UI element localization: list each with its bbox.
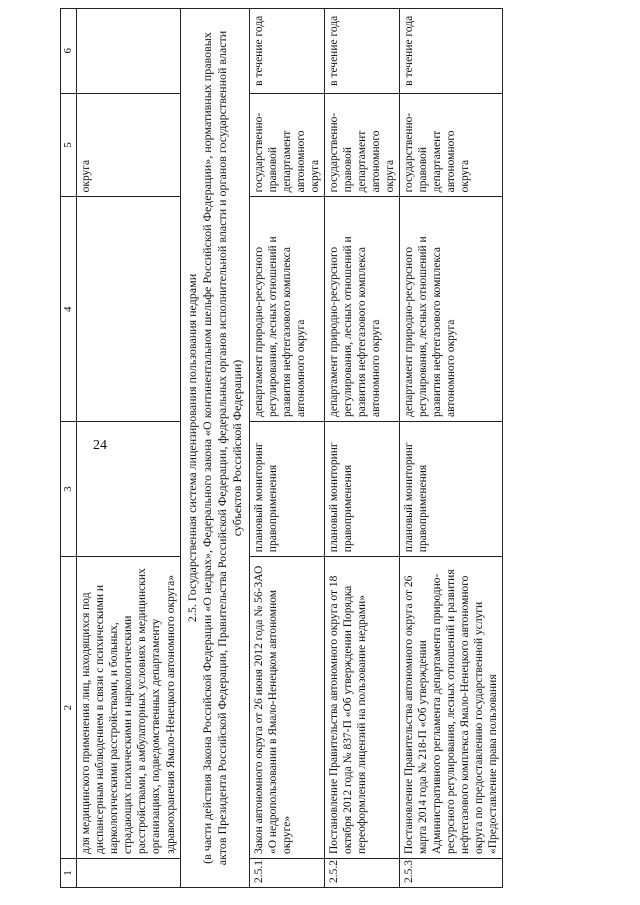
column-header: 5 (61, 93, 77, 197)
column-header: 6 (61, 9, 77, 94)
table-row (399, 9, 502, 888)
term: в течение года (399, 9, 502, 94)
responsible-body: департамент природно-ресурсного регулирования, лесных отношений и развития нефтегазового комплекса автономного округа (324, 197, 399, 422)
column-header: 1 (61, 859, 77, 888)
rotated-page-content (60, 8, 580, 888)
control-type: плановый мониторинг правоприменения (324, 421, 399, 556)
row-number: 2.5.2 (324, 859, 399, 888)
table-row (324, 9, 399, 888)
row-number: 2.5.1 (249, 859, 324, 888)
column-header: 2 (61, 557, 77, 859)
legal-act: Закон автономного округа от 26 июня 2012 года № 56-ЗАО «О недропользовании в Ямало-Ненецком автономном округе» (249, 557, 324, 859)
plan-table (60, 8, 503, 888)
section-title: 2.5. Государственная система лицензирования пользования недрами (184, 273, 199, 623)
control-type: плановый мониторинг правоприменения (249, 421, 324, 556)
co-executor: государственно-правовой департамент автономного округа (399, 93, 502, 197)
continuation-text: для медицинского применения лиц, находящихся под диспансерным наблюдением в связи с психическими и наркологическими расстройствами, и больных, страдающих психическими и наркологическими расстройствами, в амбулаторных условиях в медицинских организациях, подведомственных департаменту здравоохранения Ямало-Ненецкого автономного округа» (77, 557, 180, 859)
header-row (61, 9, 77, 888)
co-executor: государственно-правовой департамент автономного округа (249, 93, 324, 197)
row-number: 2.5.3 (399, 859, 502, 888)
co-executor: государственно-правовой департамент автономного округа (324, 93, 399, 197)
term: в течение года (249, 9, 324, 94)
responsible-body: департамент природно-ресурсного регулирования, лесных отношений и развития нефтегазового комплекса автономного округа (399, 197, 502, 422)
section-row (180, 9, 249, 888)
legal-act: Постановление Правительства автономного округа от 26 марта 2014 года № 218-П «Об утверждении Административного регламента департамента природно-ресурсного регулирования, лесных отношений и развития нефтегазового комплекса Ямало-Ненецкого автономного округа по предоставлению государственной услуги «Предоставление права пользования (399, 557, 502, 859)
control-type: плановый мониторинг правоприменения (399, 421, 502, 556)
legal-act: Постановление Правительства автономного округа от 18 октября 2012 года № 837-П «Об утверждении Порядка переоформления лицензий на пользование недрами» (324, 557, 399, 859)
continuation-co-executor: округа (77, 93, 180, 197)
responsible-body: департамент природно-ресурсного регулирования, лесных отношений и развития нефтегазового комплекса автономного округа (249, 197, 324, 422)
column-header: 3 (61, 421, 77, 556)
continuation-row (77, 9, 180, 888)
section-note: (в части действия Закона Российской Федерации «О недрах», Федерального закона «О континентальном шельфе Российской Федерации», нормативных правовых актов Президента Российской Федерации, Правительства Российской Федерации, федеральных органов исполнительной власти и органов государственной власти субъектов Российской Федерации) (199, 30, 244, 866)
table-row (249, 9, 324, 888)
term: в течение года (324, 9, 399, 94)
page-number: 24 (93, 438, 107, 453)
column-header: 4 (61, 197, 77, 422)
